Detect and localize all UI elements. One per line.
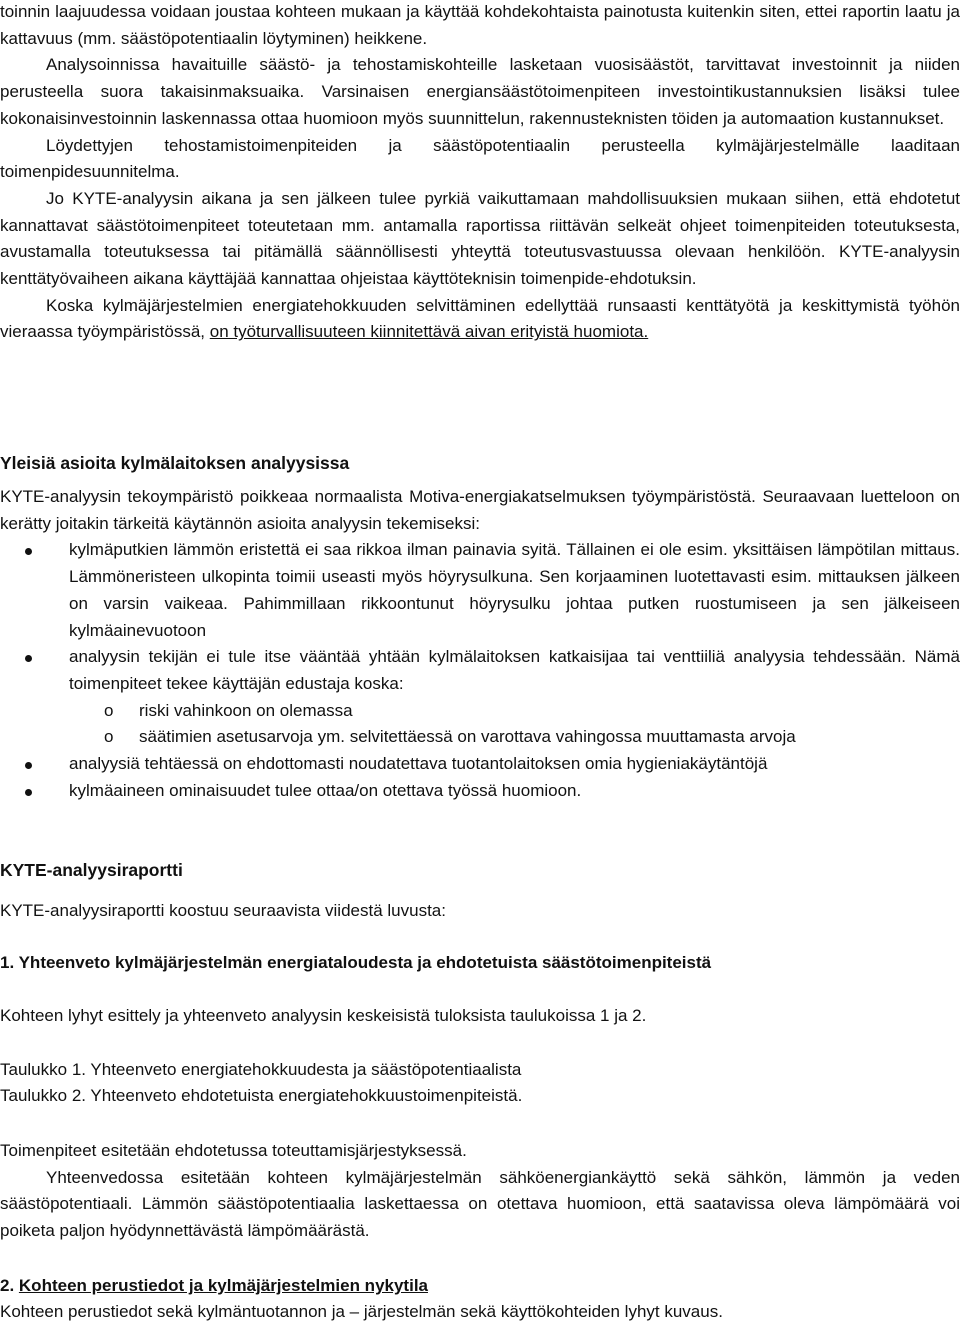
section-report [0,857,960,883]
tables-block [0,1057,960,1109]
summary-text: Yhteenvedossa esitetään kohteen kylmäjärjestelmän sähköenergiankäyttö sekä sähkön, lämmön ja veden säästöpotentiaali. Lämmön säästöpotentiaalia laskettaessa on otettava huomioon, että saatavissa oleva lämpömäärä voi poiketa paljon hyödynnettävästä lämpömäärästä. [0,1167,960,1241]
paragraph-continuation: toinnin laajuudessa voidaan joustaa kohteen mukaan ja käyttää kohdekohtaista painotusta kuitenkin siten, ettei raportin laatu ja kattavuus (mm. säästöpotentiaalin löytyminen) heikkene. [0,2,960,48]
sub-list [69,698,960,751]
chapter1-heading-block [0,950,960,976]
paragraph-analysis: Analysoinnissa havaituille säästö- ja tehostamiskohteille lasketaan vuosisäästöt, tarvittavat investoinnit ja niiden perusteella suora takaisinmaksuaika. Varsinaisen energiansäästötoimenpiteen investointikustannuksien lisäksi tulee kokonaisinvestoinnin laskennassa ottaa huomioon myös suunnittelun, rakennusteknisten töiden ja automaation kustannukset. [0,55,960,128]
circle-bullet-icon: o [104,700,114,720]
chapter1-heading: 1. Yhteenveto kylmäjärjestelmän energiataloudesta ja ehdotetuista säästötoimenpiteistä [0,953,712,972]
chapter2-block [0,1273,960,1325]
order-text: Toimenpiteet esitetään ehdotetussa toteuttamisjärjestyksessä. [0,1141,467,1160]
paragraph-implementation: Jo KYTE-analyysin aikana ja sen jälkeen tulee pyrkiä vaikuttamaan mahdollisuuksien mukaan siihen, että ehdotetut kannattavat säästötoimenpiteet toteutetaan mm. antamalla raportissa riittävän selkeät ohjeet toimenpiteiden toteutuksesta, avustamalla toteutuksessa tai pitämällä säännöllisesti yhteyttä toteutusvastuussa olevaan henkilöön. KYTE-analyysin kenttätyövaiheen aikana käyttäjää kannattaa ohjeistaa käyttöteknisin toimenpide-ehdotuksin. [0,188,960,289]
bullet-icon [25,762,32,769]
safety-emphasis: on työturvallisuuteen kiinnitettävä aivan erityistä huomiota. [209,322,649,342]
list-item: kylmäputkien lämmön eristettä ei saa rikkoa ilman painavia syitä. Tällainen ei ole esim. yksittäisen lämpötilan mittaus. Lämmöneristeen ulkopinta toimii useasti myös höyrysulkuna. Sen korjaaminen luotettavasti esim. mittauksen jälkeen on varsin vaikeaa. Pahimmillaan rikkoontunut höyrysulku johtaa putken ruostumiseen ja sen jälkeiseen kylmäainevuotoon [0,537,960,644]
list-item: analyysiä tehtäessä on ehdottomasti noudatettava tuotantolaitoksen omia hygieniakäytäntöjä [0,751,960,778]
chapter1-text: Kohteen lyhyt esittely ja yhteenveto analyysin keskeisistä tuloksista taulukoissa 1 ja 2. [0,1006,647,1025]
section-heading-report: KYTE-analyysiraportti [0,860,183,880]
list-item: analyysin tekijän ei tule itse vääntää yhtään kylmälaitoksen katkaisijaa tai venttiiliä analyysia tehdessään. Nämä toimenpiteet tekee käyttäjän edustaja koska: o riski vahinkoon on olemassa o säätimien asetusarvoja ym. selvitettäessä on varottava vahingossa muuttamasta arvoja [0,644,960,751]
paragraph-safety [0,293,960,346]
paragraph-action-plan: Löydettyjen tehostamistoimenpiteiden ja säästöpotentiaalin perusteella kylmäjärjestelmälle laaditaan toimenpidesuunnitelma. [0,135,960,182]
report-intro: KYTE-analyysiraportti koostuu seuraavista viidestä luvusta: [0,901,446,920]
bullet-icon [25,655,32,662]
section-general [0,450,960,476]
intro-section [0,0,960,346]
list-item: kylmäaineen ominaisuudet tulee ottaa/on otettava työssä huomioon. [0,778,960,805]
bullet-icon [25,789,32,796]
summary-block [0,1138,960,1245]
circle-bullet-icon: o [104,727,114,747]
report-intro-block [0,898,960,924]
sub-list-item: o säätimien asetusarvoja ym. selvitettäessä on varottava vahingossa muuttamasta arvoja [0,724,960,751]
chapter1-text-block [0,1003,960,1029]
practical-issues-list [0,537,960,804]
chapter2-heading: 2. Kohteen perustiedot ja kylmäjärjestelmien nykytila [0,1276,428,1295]
bullet-icon [25,548,32,555]
section-general-intro: KYTE-analyysin tekoympäristö poikkeaa normaalista Motiva-energiakatselmuksen työympäristöstä. Seuraavaan luetteloon on kerätty joitakin tärkeitä käytännön asioita analyysin tekemiseksi: [0,487,960,533]
table2-caption: Taulukko 2. Yhteenveto ehdotetuista energiatehokkuustoimenpiteistä. [0,1086,523,1105]
chapter2-text: Kohteen perustiedot sekä kylmäntuotannon ja – järjestelmän sekä käyttökohteiden lyhyt kuvaus. [0,1302,723,1321]
section-heading-general: Yleisiä asioita kylmälaitoksen analyysissa [0,453,350,473]
table1-caption: Taulukko 1. Yhteenveto energiatehokkuudesta ja säästöpotentiaalista [0,1060,522,1079]
section-general-body [0,484,960,804]
sub-list-item: o riski vahinkoon on olemassa [0,698,960,725]
safety-text: Koska kylmäjärjestelmien energiatehokkuuden selvittäminen edellyttää runsaasti kenttätyötä ja keskittymistä työhön vieraassa työympäristössä, [0,295,960,342]
